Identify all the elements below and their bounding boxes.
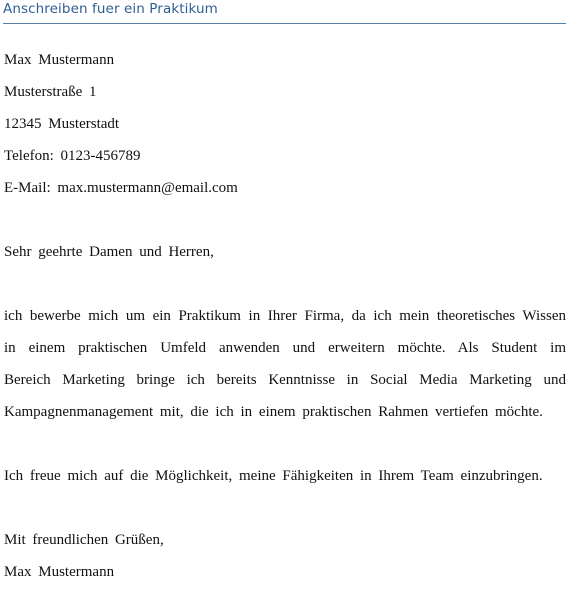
document-header (3, 0, 566, 24)
sender-email: E-Mail: max.mustermann@email.com (4, 180, 238, 196)
salutation: Sehr geehrte Damen und Herren, (4, 244, 214, 260)
letter-body (4, 48, 566, 592)
spacer (4, 496, 566, 528)
sender-street: Musterstraße 1 (4, 84, 97, 100)
spacer (4, 272, 566, 304)
spacer (4, 208, 566, 240)
sender-name: Max Mustermann (4, 52, 115, 68)
paragraph-1-line-2: in einem praktischen Umfeld anwenden und erweitern möchte. Als Student im (4, 340, 566, 356)
spacer (4, 432, 566, 464)
paragraph-2: Ich freue mich auf die Möglichkeit, meine Fähigkeiten in Ihrem Team einzubringen. (4, 468, 543, 484)
document-title: Anschreiben fuer ein Praktikum (3, 1, 218, 17)
sender-phone: Telefon: 0123-456789 (4, 148, 141, 164)
closing-greeting: Mit freundlichen Grüßen, (4, 532, 164, 548)
paragraph-1-line-1: ich bewerbe mich um ein Praktikum in Ihrer Firma, da ich mein theoretisches Wissen (4, 308, 566, 324)
sender-city: 12345 Musterstadt (4, 116, 120, 132)
paragraph-1-line-4: Kampagnenmanagement mit, die ich in einem praktischen Rahmen vertiefen möchte. (4, 404, 543, 420)
paragraph-1-line-3: Bereich Marketing bringe ich bereits Kenntnisse in Social Media Marketing und (4, 372, 566, 388)
signature-name: Max Mustermann (4, 564, 115, 580)
